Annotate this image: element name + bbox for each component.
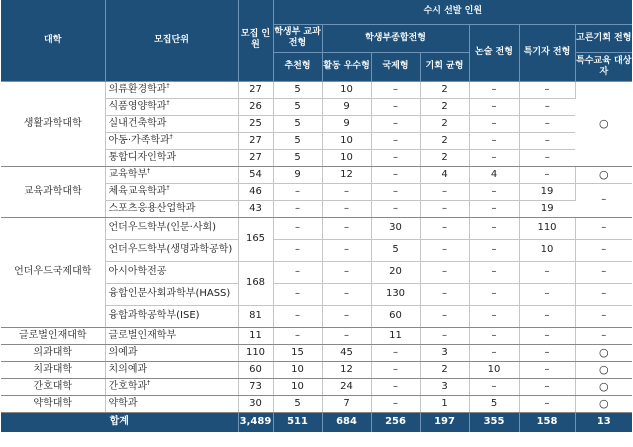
unit-name: 간호학과† xyxy=(105,378,238,395)
recommend-cell: 5 xyxy=(273,149,322,166)
activity-cell: 9 xyxy=(322,98,371,115)
recommend-cell: 10 xyxy=(273,378,322,395)
special-cell: – xyxy=(519,149,575,166)
total-quota: 3,489 xyxy=(238,412,273,432)
quota-cell: 46 xyxy=(238,183,273,200)
essay-cell: – xyxy=(469,149,519,166)
special-cell: – xyxy=(519,305,575,327)
international-cell: – xyxy=(371,115,420,132)
equity-cell: – xyxy=(420,239,469,261)
recommend-cell: – xyxy=(273,200,322,217)
college-uic: 언더우드국제대학 xyxy=(1,217,105,327)
quota-cell: 54 xyxy=(238,166,273,183)
activity-cell: 10 xyxy=(322,149,371,166)
special-cell: – xyxy=(519,344,575,361)
activity-cell: – xyxy=(322,261,371,283)
quota-cell: 168 xyxy=(238,261,273,305)
unit-name: 아동·가족학과† xyxy=(105,132,238,149)
recommend-cell: – xyxy=(273,327,322,344)
international-cell: – xyxy=(371,132,420,149)
equal-opportunity-circle: ○ xyxy=(575,378,632,395)
total-special: 158 xyxy=(519,412,575,432)
equal-opportunity-circle: ○ xyxy=(575,166,632,183)
international-cell: – xyxy=(371,166,420,183)
unit-name: 언더우드학부(인문·사회) xyxy=(105,217,238,239)
essay-cell: – xyxy=(469,217,519,239)
special-cell: 19 xyxy=(519,200,575,217)
international-cell: 130 xyxy=(371,283,420,305)
international-cell: – xyxy=(371,98,420,115)
unit-name: 스포츠응용산업학과 xyxy=(105,200,238,217)
dagger-mark: † xyxy=(147,379,151,387)
equal-opportunity-cell: – xyxy=(575,305,632,327)
equity-cell: – xyxy=(420,183,469,200)
quota-cell: 110 xyxy=(238,344,273,361)
activity-cell: 7 xyxy=(322,395,371,412)
activity-cell: 10 xyxy=(322,132,371,149)
international-cell: 30 xyxy=(371,217,420,239)
activity-cell: – xyxy=(322,183,371,200)
unit-name: 치의예과 xyxy=(105,361,238,378)
recommend-cell: 10 xyxy=(273,361,322,378)
header-recommend: 추천형 xyxy=(273,52,322,81)
equal-opportunity-cell: – xyxy=(575,183,632,217)
special-cell: – xyxy=(519,327,575,344)
special-cell: – xyxy=(519,395,575,412)
international-cell: – xyxy=(371,395,420,412)
dagger-mark: † xyxy=(166,184,170,192)
quota-cell: 11 xyxy=(238,327,273,344)
essay-cell: – xyxy=(469,183,519,200)
header-activity: 활동 우수형 xyxy=(322,52,371,81)
unit-name: 교육학부† xyxy=(105,166,238,183)
special-cell: – xyxy=(519,132,575,149)
recommend-cell: 5 xyxy=(273,395,322,412)
equal-opportunity-circle: ○ xyxy=(575,81,632,166)
header-unit: 모집단위 xyxy=(105,0,238,81)
equity-cell: 3 xyxy=(420,378,469,395)
essay-cell: – xyxy=(469,327,519,344)
activity-cell: – xyxy=(322,327,371,344)
unit-name: 융합과학공학부(ISE) xyxy=(105,305,238,327)
quota-cell: 60 xyxy=(238,361,273,378)
total-recommend: 511 xyxy=(273,412,322,432)
activity-cell: – xyxy=(322,217,371,239)
international-cell: – xyxy=(371,183,420,200)
special-cell: – xyxy=(519,98,575,115)
special-cell: 19 xyxy=(519,183,575,200)
equity-cell: 2 xyxy=(420,115,469,132)
equity-cell: 2 xyxy=(420,81,469,98)
activity-cell: – xyxy=(322,283,371,305)
international-cell: – xyxy=(371,149,420,166)
header-susi: 수시 선발 인원 xyxy=(273,0,632,24)
header-special: 특기자 전형 xyxy=(519,24,575,81)
special-cell: – xyxy=(519,361,575,378)
header-essay: 논술 전형 xyxy=(469,24,519,81)
activity-cell: – xyxy=(322,200,371,217)
equity-cell: – xyxy=(420,327,469,344)
dagger-mark: † xyxy=(169,133,173,141)
total-equity: 197 xyxy=(420,412,469,432)
unit-name: 체육교육학과† xyxy=(105,183,238,200)
header-quota: 모집 인원 xyxy=(238,0,273,81)
equal-opportunity-cell: – xyxy=(575,239,632,261)
college-nursing: 간호대학 xyxy=(1,378,105,395)
equal-opportunity-cell: – xyxy=(575,261,632,283)
total-activity: 684 xyxy=(322,412,371,432)
equity-cell: 3 xyxy=(420,344,469,361)
activity-cell: 45 xyxy=(322,344,371,361)
international-cell: 60 xyxy=(371,305,420,327)
international-cell: – xyxy=(371,344,420,361)
college-global: 글로벌인재대학 xyxy=(1,327,105,344)
total-label: 합계 xyxy=(1,412,238,432)
quota-cell: 26 xyxy=(238,98,273,115)
dagger-mark: † xyxy=(166,82,170,90)
special-cell: 110 xyxy=(519,217,575,239)
activity-cell: – xyxy=(322,305,371,327)
header-student-record: 학생부 교과전형 xyxy=(273,24,322,52)
international-cell: 5 xyxy=(371,239,420,261)
equal-opportunity-circle: ○ xyxy=(575,344,632,361)
equity-cell: – xyxy=(420,200,469,217)
recommend-cell: – xyxy=(273,183,322,200)
unit-name: 융합인문사회과학부(HASS) xyxy=(105,283,238,305)
equal-opportunity-cell: – xyxy=(575,283,632,305)
header-comprehensive: 학생부종합전형 xyxy=(322,24,469,52)
activity-cell: – xyxy=(322,239,371,261)
equity-cell: – xyxy=(420,305,469,327)
recommend-cell: 5 xyxy=(273,81,322,98)
activity-cell: 24 xyxy=(322,378,371,395)
college-education: 교육과학대학 xyxy=(1,166,105,217)
recommend-cell: – xyxy=(273,239,322,261)
quota-cell: 30 xyxy=(238,395,273,412)
equal-opportunity-circle: ○ xyxy=(575,361,632,378)
recommend-cell: – xyxy=(273,305,322,327)
essay-cell: – xyxy=(469,115,519,132)
equal-opportunity-cell: – xyxy=(575,327,632,344)
college-dentistry: 치과대학 xyxy=(1,361,105,378)
activity-cell: 12 xyxy=(322,361,371,378)
unit-name: 글로벌인재학부 xyxy=(105,327,238,344)
quota-cell: 81 xyxy=(238,305,273,327)
recommend-cell: – xyxy=(273,283,322,305)
essay-cell: – xyxy=(469,239,519,261)
international-cell: – xyxy=(371,200,420,217)
admission-table xyxy=(1,0,632,432)
international-cell: – xyxy=(371,378,420,395)
equity-cell: 2 xyxy=(420,361,469,378)
unit-name: 실내건축학과 xyxy=(105,115,238,132)
dagger-mark: † xyxy=(147,167,151,175)
activity-cell: 10 xyxy=(322,81,371,98)
quota-cell: 27 xyxy=(238,81,273,98)
essay-cell: – xyxy=(469,283,519,305)
international-cell: – xyxy=(371,361,420,378)
equal-opportunity-circle: ○ xyxy=(575,395,632,412)
equity-cell: 1 xyxy=(420,395,469,412)
college-medicine: 의과대학 xyxy=(1,344,105,361)
special-cell: – xyxy=(519,378,575,395)
essay-cell: – xyxy=(469,344,519,361)
special-cell: – xyxy=(519,115,575,132)
essay-cell: – xyxy=(469,261,519,283)
equity-cell: – xyxy=(420,217,469,239)
international-cell: 20 xyxy=(371,261,420,283)
header-equal: 고른기회 전형 xyxy=(575,24,632,52)
unit-name: 언더우드학부(생명과학공학) xyxy=(105,239,238,261)
essay-cell: – xyxy=(469,81,519,98)
recommend-cell: 5 xyxy=(273,98,322,115)
essay-cell: 10 xyxy=(469,361,519,378)
recommend-cell: 5 xyxy=(273,115,322,132)
total-essay: 355 xyxy=(469,412,519,432)
equity-cell: – xyxy=(420,261,469,283)
special-cell: 10 xyxy=(519,239,575,261)
activity-cell: 9 xyxy=(322,115,371,132)
unit-name: 약학과 xyxy=(105,395,238,412)
header-univ: 대학 xyxy=(1,0,105,81)
total-equal: 13 xyxy=(575,412,632,432)
header-equity: 기회 균형 xyxy=(420,52,469,81)
unit-name: 식품영양학과† xyxy=(105,98,238,115)
equity-cell: 2 xyxy=(420,149,469,166)
special-cell: – xyxy=(519,81,575,98)
essay-cell: 4 xyxy=(469,166,519,183)
quota-cell: 43 xyxy=(238,200,273,217)
essay-cell: – xyxy=(469,200,519,217)
essay-cell: – xyxy=(469,132,519,149)
essay-cell: – xyxy=(469,305,519,327)
quota-cell: 25 xyxy=(238,115,273,132)
quota-cell: 27 xyxy=(238,132,273,149)
equity-cell: – xyxy=(420,283,469,305)
college-pharmacy: 약학대학 xyxy=(1,395,105,412)
recommend-cell: – xyxy=(273,261,322,283)
recommend-cell: 15 xyxy=(273,344,322,361)
college-human-ecology: 생활과학대학 xyxy=(1,81,105,166)
quota-cell: 27 xyxy=(238,149,273,166)
unit-name: 의류환경학과† xyxy=(105,81,238,98)
header-special-ed: 특수교육 대상자 xyxy=(575,52,632,81)
equity-cell: 4 xyxy=(420,166,469,183)
recommend-cell: 5 xyxy=(273,132,322,149)
quota-cell: 73 xyxy=(238,378,273,395)
unit-name: 아시아학전공 xyxy=(105,261,238,283)
special-cell: – xyxy=(519,166,575,183)
total-row xyxy=(1,412,632,432)
essay-cell: – xyxy=(469,378,519,395)
essay-cell: 5 xyxy=(469,395,519,412)
quota-cell: 165 xyxy=(238,217,273,261)
international-cell: – xyxy=(371,81,420,98)
header-international: 국제형 xyxy=(371,52,420,81)
equity-cell: 2 xyxy=(420,98,469,115)
recommend-cell: 9 xyxy=(273,166,322,183)
special-cell: – xyxy=(519,261,575,283)
total-international: 256 xyxy=(371,412,420,432)
essay-cell: – xyxy=(469,98,519,115)
unit-name: 통합디자인학과 xyxy=(105,149,238,166)
international-cell: 11 xyxy=(371,327,420,344)
special-cell: – xyxy=(519,283,575,305)
dagger-mark: † xyxy=(166,99,170,107)
activity-cell: 12 xyxy=(322,166,371,183)
equity-cell: 2 xyxy=(420,132,469,149)
unit-name: 의예과 xyxy=(105,344,238,361)
equal-opportunity-cell: – xyxy=(575,217,632,239)
recommend-cell: – xyxy=(273,217,322,239)
